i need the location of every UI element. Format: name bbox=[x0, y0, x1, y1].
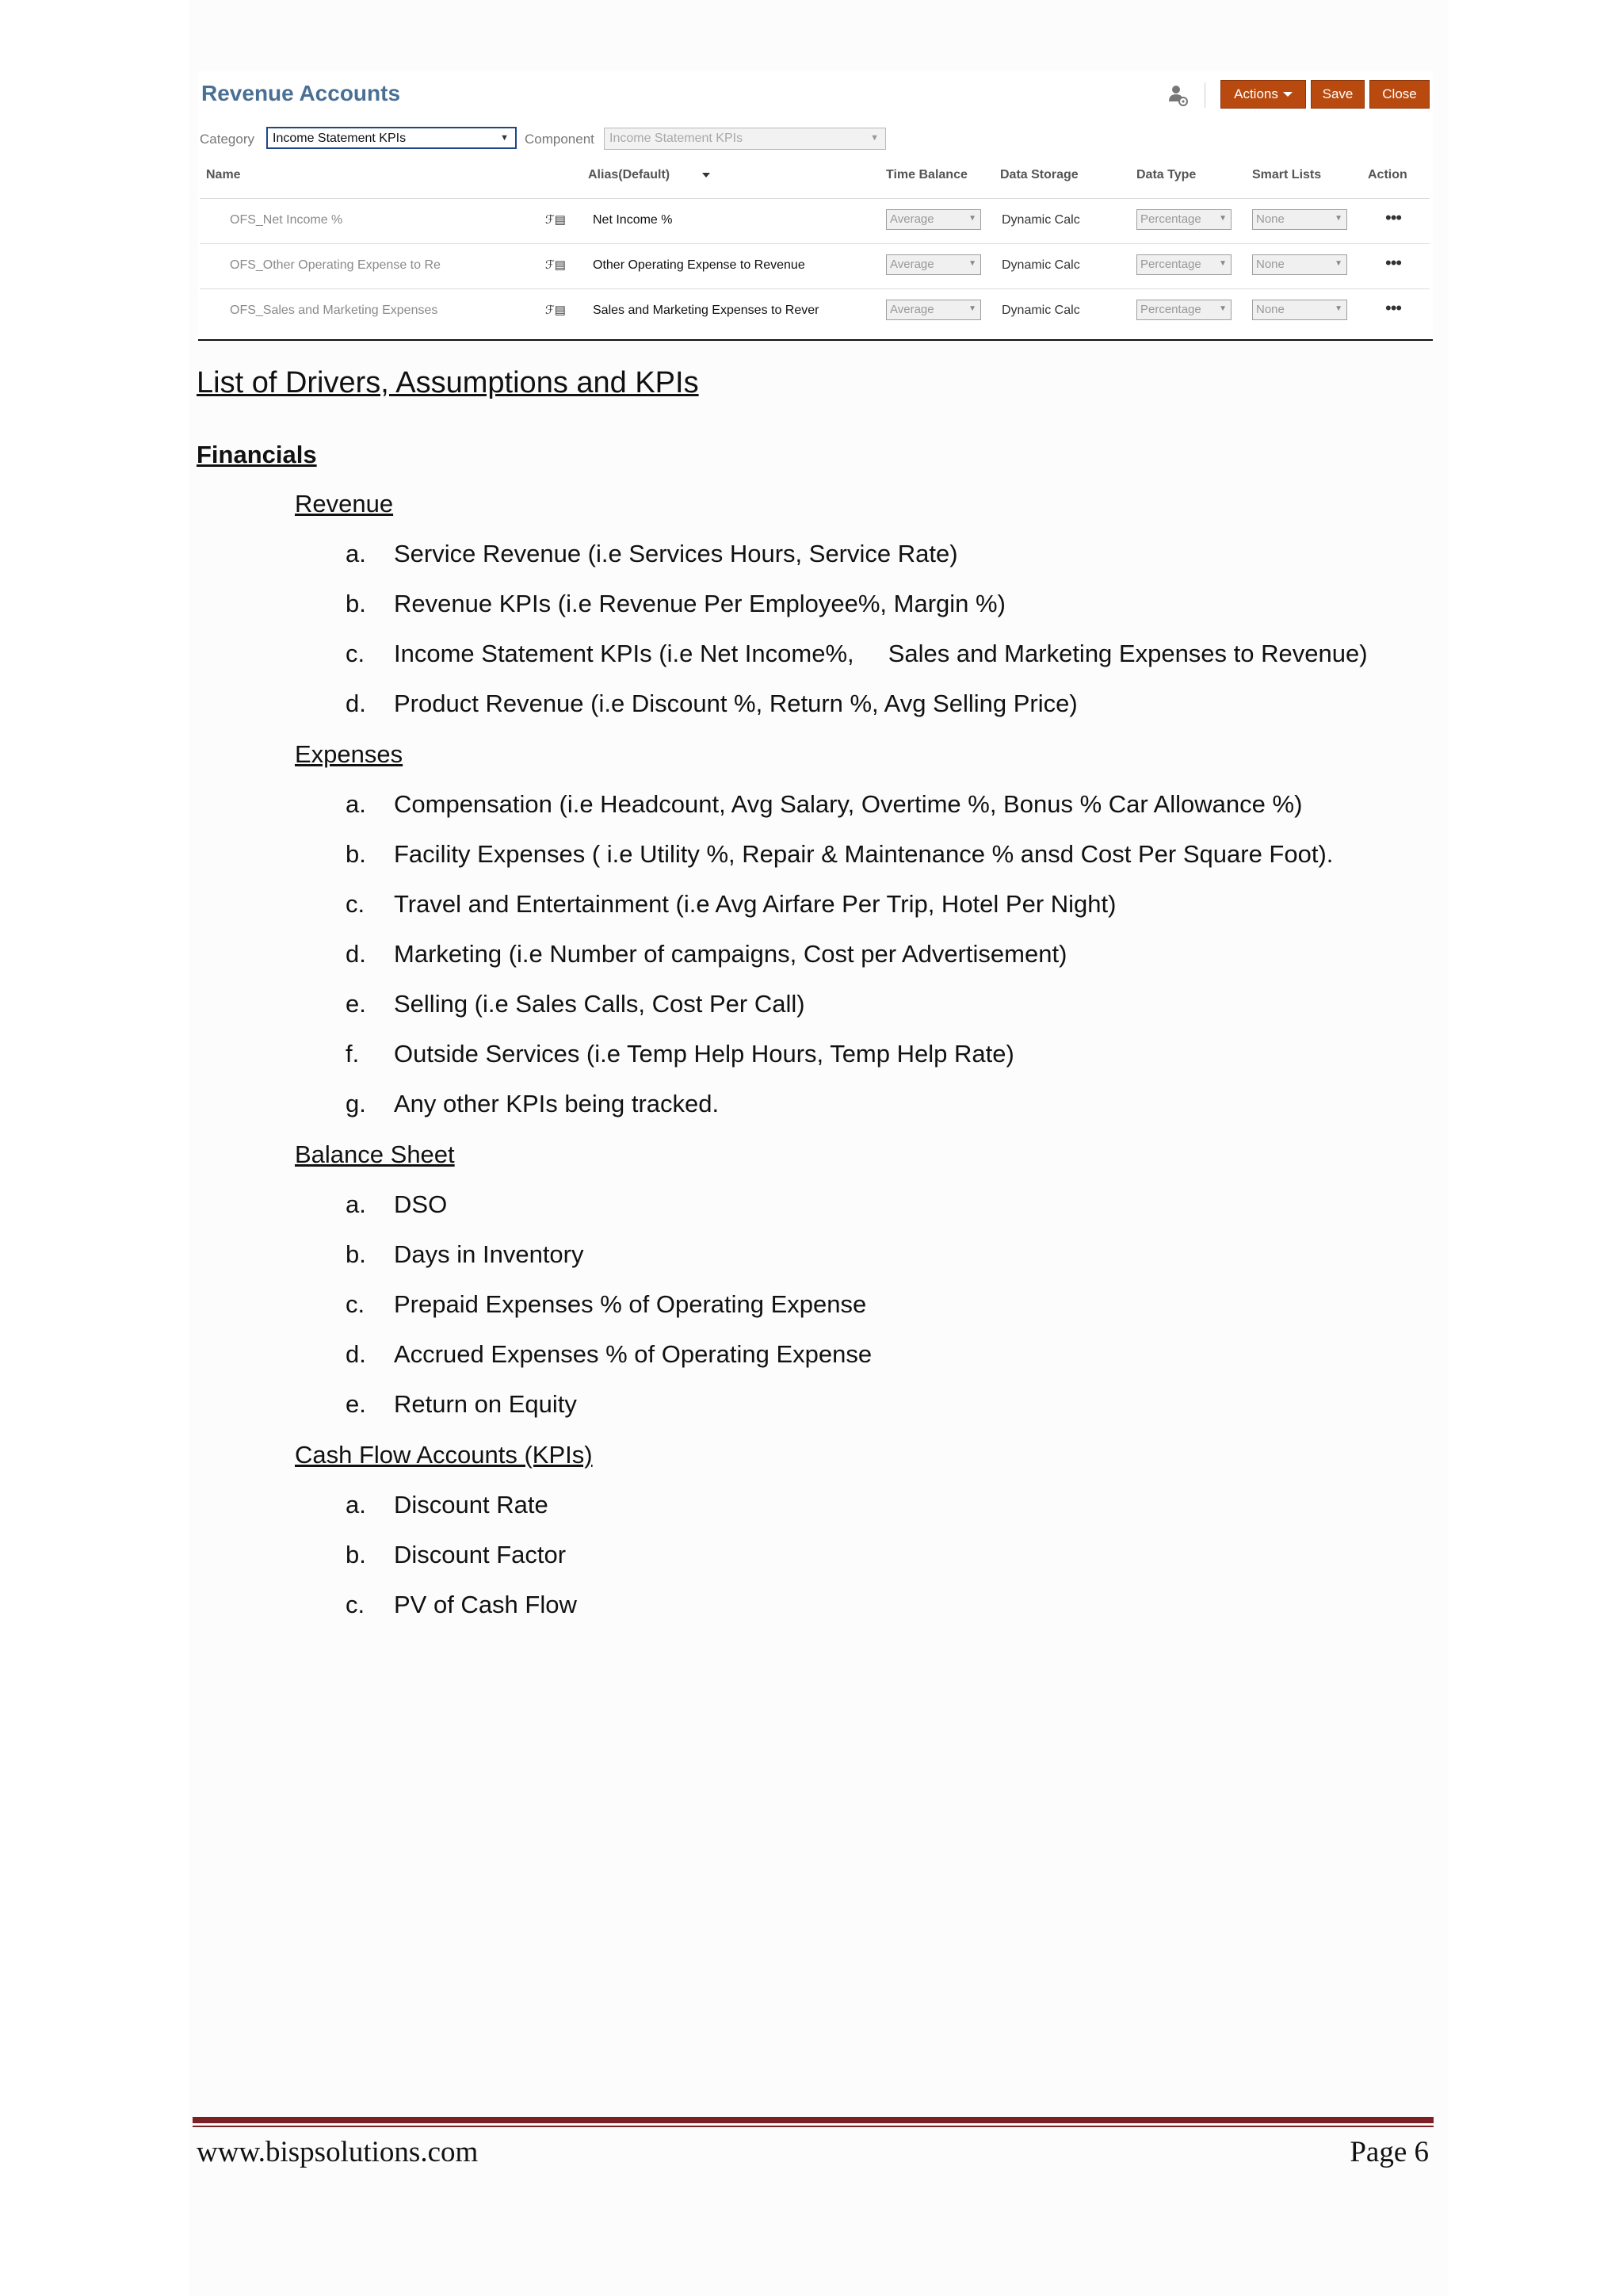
list-marker: c. bbox=[346, 1290, 365, 1318]
dropdown-arrow-icon: ▼ bbox=[968, 259, 976, 268]
list-item: Income Statement KPIs (i.e Net Income%, Sales and Marketing Expenses to Revenue) bbox=[394, 640, 1368, 667]
dropdown-arrow-icon: ▼ bbox=[968, 304, 976, 313]
footer-website-link[interactable]: www.bispsolutions.com bbox=[197, 2136, 479, 2168]
account-alias: Other Operating Expense to Revenue bbox=[593, 258, 805, 272]
dropdown-arrow-icon: ▼ bbox=[1219, 259, 1227, 268]
list-marker: d. bbox=[346, 940, 366, 968]
dropdown-arrow-icon: ▼ bbox=[1335, 304, 1342, 313]
list-item: Compensation (i.e Headcount, Avg Salary, Overtime %, Bonus % Car Allowance %) bbox=[394, 790, 1303, 818]
data-storage-value: Dynamic Calc bbox=[1002, 304, 1080, 317]
column-header-data-type[interactable]: Data Type bbox=[1136, 168, 1197, 181]
data-type-value: Percentage bbox=[1140, 212, 1201, 226]
account-alias: Net Income % bbox=[593, 213, 673, 227]
list-marker: d. bbox=[346, 1340, 366, 1368]
smart-list-value: None bbox=[1256, 212, 1285, 226]
component-select-value: Income Statement KPIs bbox=[609, 132, 743, 145]
list-marker: a. bbox=[346, 540, 366, 567]
account-alias: Sales and Marketing Expenses to Rever bbox=[593, 304, 819, 317]
account-name: OFS_Net Income % bbox=[230, 213, 343, 227]
section-title-balance-sheet: Balance Sheet bbox=[295, 1140, 455, 1168]
category-label: Category bbox=[200, 132, 254, 147]
list-marker: b. bbox=[346, 590, 366, 617]
dropdown-arrow-icon: ▼ bbox=[1219, 304, 1227, 313]
list-item: Marketing (i.e Number of campaigns, Cost per Advertisement) bbox=[394, 940, 1067, 968]
data-type-value: Percentage bbox=[1140, 303, 1201, 316]
list-item: Outside Services (i.e Temp Help Hours, Temp Help Rate) bbox=[394, 1040, 1014, 1068]
list-item: Return on Equity bbox=[394, 1390, 577, 1418]
list-marker: f. bbox=[346, 1040, 360, 1068]
dropdown-arrow-icon: ▼ bbox=[1335, 259, 1342, 268]
list-item: DSO bbox=[394, 1190, 448, 1218]
column-header-data-storage[interactable]: Data Storage bbox=[1000, 168, 1079, 181]
dropdown-arrow-icon: ▼ bbox=[1219, 214, 1227, 223]
list-item: Any other KPIs being tracked. bbox=[394, 1090, 720, 1117]
ellipsis-icon[interactable]: ••• bbox=[1385, 208, 1402, 227]
list-marker: d. bbox=[346, 690, 366, 717]
footer-rule bbox=[193, 2117, 1434, 2123]
list-item: Accrued Expenses % of Operating Expense bbox=[394, 1340, 873, 1368]
list-marker: b. bbox=[346, 1240, 366, 1268]
account-name: OFS_Other Operating Expense to Re bbox=[230, 258, 441, 272]
data-storage-value: Dynamic Calc bbox=[1002, 258, 1080, 272]
list-item: Prepaid Expenses % of Operating Expense bbox=[394, 1290, 867, 1318]
column-header-time-balance[interactable]: Time Balance bbox=[886, 168, 968, 181]
list-marker: e. bbox=[346, 1390, 366, 1418]
section-title-expenses: Expenses bbox=[295, 740, 403, 768]
time-balance-value: Average bbox=[890, 303, 934, 316]
list-marker: a. bbox=[346, 790, 366, 818]
smart-list-value: None bbox=[1256, 303, 1285, 316]
list-item: Selling (i.e Sales Calls, Cost Per Call) bbox=[394, 990, 805, 1018]
list-item: Travel and Entertainment (i.e Avg Airfare Per Trip, Hotel Per Night) bbox=[394, 890, 1117, 918]
dropdown-arrow-icon: ▼ bbox=[870, 133, 879, 143]
category-select-value: Income Statement KPIs bbox=[273, 132, 407, 145]
dropdown-arrow-icon: ▼ bbox=[500, 133, 509, 143]
list-marker: e. bbox=[346, 990, 366, 1018]
list-item: Discount Factor bbox=[394, 1541, 567, 1568]
formula-icon[interactable]: ℱ▤ bbox=[545, 258, 566, 272]
close-button[interactable]: Close bbox=[1369, 80, 1430, 109]
list-marker: b. bbox=[346, 840, 366, 868]
list-marker: c. bbox=[346, 640, 365, 667]
smart-list-value: None bbox=[1256, 258, 1285, 271]
dropdown-arrow-icon: ▼ bbox=[1335, 214, 1342, 223]
list-item: Facility Expenses ( i.e Utility %, Repair & Maintenance % ansd Cost Per Square Foot). bbox=[394, 840, 1334, 868]
time-balance-value: Average bbox=[890, 258, 934, 271]
page-number: Page 6 bbox=[1350, 2136, 1429, 2168]
panel-title: Revenue Accounts bbox=[201, 81, 401, 105]
column-header-smart-lists[interactable]: Smart Lists bbox=[1252, 168, 1322, 181]
footer-rule-thin bbox=[193, 2126, 1434, 2127]
list-marker: c. bbox=[346, 1591, 365, 1618]
dropdown-arrow-icon: ▼ bbox=[968, 214, 976, 223]
list-item: PV of Cash Flow bbox=[394, 1591, 577, 1618]
actions-button-label: Actions bbox=[1234, 86, 1278, 101]
time-balance-value: Average bbox=[890, 212, 934, 226]
data-type-value: Percentage bbox=[1140, 258, 1201, 271]
list-marker: a. bbox=[346, 1190, 366, 1218]
column-header-name[interactable]: Name bbox=[206, 168, 241, 181]
ellipsis-icon[interactable]: ••• bbox=[1385, 298, 1402, 318]
list-item: Revenue KPIs (i.e Revenue Per Employee%, Margin %) bbox=[394, 590, 1006, 617]
column-header-alias[interactable]: Alias(Default) bbox=[588, 168, 670, 181]
section-title-revenue: Revenue bbox=[295, 490, 394, 518]
list-item: Product Revenue (i.e Discount %, Return %, Avg Selling Price) bbox=[394, 690, 1078, 717]
list-item: Service Revenue (i.e Services Hours, Service Rate) bbox=[394, 540, 958, 567]
column-header-action: Action bbox=[1368, 168, 1407, 181]
ellipsis-icon[interactable]: ••• bbox=[1385, 253, 1402, 273]
list-marker: a. bbox=[346, 1491, 366, 1519]
document-title: List of Drivers, Assumptions and KPIs bbox=[197, 366, 699, 399]
list-marker: g. bbox=[346, 1090, 366, 1117]
account-name: OFS_Sales and Marketing Expenses bbox=[230, 304, 438, 317]
component-label: Component bbox=[525, 132, 594, 147]
save-button[interactable]: Save bbox=[1311, 80, 1365, 109]
section-title-cash-flow: Cash Flow Accounts (KPIs) bbox=[295, 1441, 593, 1469]
list-marker: b. bbox=[346, 1541, 366, 1568]
financials-heading: Financials bbox=[197, 441, 317, 468]
list-item: Days in Inventory bbox=[394, 1240, 584, 1268]
formula-icon[interactable]: ℱ▤ bbox=[545, 213, 566, 227]
data-storage-value: Dynamic Calc bbox=[1002, 213, 1080, 227]
list-marker: c. bbox=[346, 890, 365, 918]
formula-icon[interactable]: ℱ▤ bbox=[545, 304, 566, 317]
list-item: Discount Rate bbox=[394, 1491, 548, 1519]
